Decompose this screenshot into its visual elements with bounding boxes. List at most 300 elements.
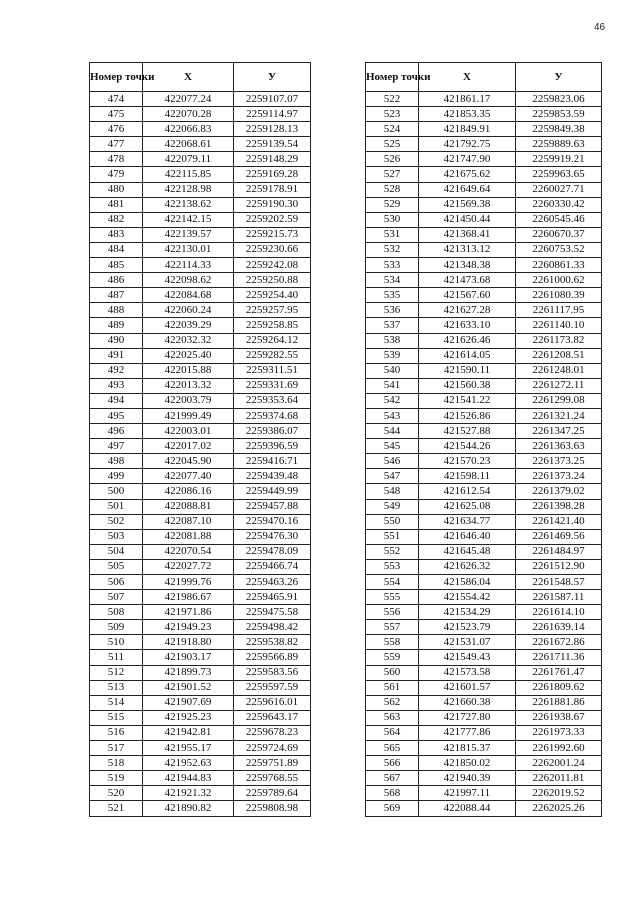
table-row (366, 182, 602, 197)
cell-x: 421531.07 (419, 635, 516, 650)
table-row (90, 786, 311, 801)
table-row (90, 725, 311, 740)
table-row (366, 710, 602, 725)
cell-y: 2259114.97 (234, 107, 311, 122)
coordinates-table-left (89, 62, 311, 817)
table-row (90, 408, 311, 423)
cell-point-number: 526 (366, 152, 419, 167)
cell-point-number: 523 (366, 107, 419, 122)
cell-point-number: 561 (366, 680, 419, 695)
cell-x: 421850.02 (419, 756, 516, 771)
cell-y: 2259465.91 (234, 590, 311, 605)
cell-y: 2262019.52 (516, 786, 602, 801)
cell-y: 2261992.60 (516, 741, 602, 756)
cell-point-number: 480 (90, 182, 143, 197)
cell-x: 421450.44 (419, 212, 516, 227)
cell-x: 421940.39 (419, 771, 516, 786)
cell-x: 421544.26 (419, 439, 516, 454)
table-row (90, 680, 311, 695)
cell-x: 421573.58 (419, 665, 516, 680)
cell-x: 422045.90 (143, 454, 234, 469)
table-row (90, 122, 311, 137)
cell-y: 2259808.98 (234, 801, 311, 816)
cell-y: 2260330.42 (516, 197, 602, 212)
table-row (90, 499, 311, 514)
cell-x: 422077.40 (143, 469, 234, 484)
cell-x: 421586.04 (419, 575, 516, 590)
cell-point-number: 488 (90, 303, 143, 318)
table-row (366, 801, 602, 816)
cell-point-number: 497 (90, 439, 143, 454)
cell-y: 2259250.88 (234, 273, 311, 288)
cell-y: 2262011.81 (516, 771, 602, 786)
cell-y: 2261639.14 (516, 620, 602, 635)
cell-x: 421999.49 (143, 408, 234, 423)
cell-point-number: 535 (366, 288, 419, 303)
cell-point-number: 545 (366, 439, 419, 454)
cell-point-number: 513 (90, 680, 143, 695)
cell-point-number: 541 (366, 378, 419, 393)
cell-x: 421747.90 (419, 152, 516, 167)
cell-y: 2259190.30 (234, 197, 311, 212)
cell-x: 421925.23 (143, 710, 234, 725)
cell-x: 422066.83 (143, 122, 234, 137)
cell-y: 2259311.51 (234, 363, 311, 378)
cell-y: 2261373.25 (516, 454, 602, 469)
cell-x: 421815.37 (419, 741, 516, 756)
cell-y: 2259823.06 (516, 92, 602, 107)
cell-point-number: 533 (366, 258, 419, 273)
cell-point-number: 546 (366, 454, 419, 469)
cell-point-number: 518 (90, 756, 143, 771)
cell-x: 422013.32 (143, 378, 234, 393)
table-row (366, 499, 602, 514)
cell-x: 422068.61 (143, 137, 234, 152)
cell-y: 2260753.52 (516, 242, 602, 257)
table-row (366, 348, 602, 363)
cell-point-number: 489 (90, 318, 143, 333)
table-row (90, 605, 311, 620)
table-row (366, 92, 602, 107)
table-row (366, 333, 602, 348)
cell-x: 422015.88 (143, 363, 234, 378)
table-row (366, 665, 602, 680)
table-row (366, 469, 602, 484)
cell-point-number: 524 (366, 122, 419, 137)
table-row (366, 258, 602, 273)
cell-point-number: 520 (90, 786, 143, 801)
cell-y: 2259768.55 (234, 771, 311, 786)
cell-point-number: 494 (90, 393, 143, 408)
cell-point-number: 543 (366, 408, 419, 423)
cell-point-number: 492 (90, 363, 143, 378)
table-row (90, 756, 311, 771)
table-row (90, 107, 311, 122)
cell-x: 421646.40 (419, 529, 516, 544)
cell-y: 2259215.73 (234, 227, 311, 242)
cell-y: 2260670.37 (516, 227, 602, 242)
cell-point-number: 548 (366, 484, 419, 499)
table-row (366, 529, 602, 544)
cell-point-number: 519 (90, 771, 143, 786)
table-row (366, 484, 602, 499)
table-row (90, 303, 311, 318)
cell-x: 422142.15 (143, 212, 234, 227)
cell-point-number: 553 (366, 559, 419, 574)
cell-point-number: 562 (366, 695, 419, 710)
cell-y: 2261140.10 (516, 318, 602, 333)
cell-x: 421899.73 (143, 665, 234, 680)
cell-y: 2262001.24 (516, 756, 602, 771)
table-row (366, 559, 602, 574)
cell-x: 421999.76 (143, 575, 234, 590)
cell-x: 421949.23 (143, 620, 234, 635)
table-row (90, 575, 311, 590)
cell-y: 2261299.08 (516, 393, 602, 408)
table-row (366, 363, 602, 378)
cell-point-number: 496 (90, 424, 143, 439)
cell-y: 2259242.08 (234, 258, 311, 273)
cell-point-number: 486 (90, 273, 143, 288)
cell-y: 2261272.11 (516, 378, 602, 393)
cell-point-number: 528 (366, 182, 419, 197)
table-row (90, 484, 311, 499)
cell-x: 422086.16 (143, 484, 234, 499)
cell-y: 2259466.74 (234, 559, 311, 574)
cell-y: 2259254.40 (234, 288, 311, 303)
cell-x: 421660.38 (419, 695, 516, 710)
header-x: X (419, 63, 516, 92)
cell-x: 421570.23 (419, 454, 516, 469)
cell-y: 2259107.07 (234, 92, 311, 107)
cell-x: 421627.28 (419, 303, 516, 318)
cell-y: 2259616.01 (234, 695, 311, 710)
table-row (90, 333, 311, 348)
cell-point-number: 522 (366, 92, 419, 107)
cell-x: 422139.57 (143, 227, 234, 242)
cell-x: 422138.62 (143, 197, 234, 212)
table-row (90, 242, 311, 257)
cell-y: 2261512.90 (516, 559, 602, 574)
cell-x: 421944.83 (143, 771, 234, 786)
table-row (366, 303, 602, 318)
cell-y: 2259849.38 (516, 122, 602, 137)
cell-point-number: 507 (90, 590, 143, 605)
cell-point-number: 484 (90, 242, 143, 257)
cell-y: 2259230.66 (234, 242, 311, 257)
table-body (366, 92, 602, 817)
cell-point-number: 566 (366, 756, 419, 771)
cell-x: 422032.32 (143, 333, 234, 348)
cell-y: 2261881.86 (516, 695, 602, 710)
cell-y: 2259583.56 (234, 665, 311, 680)
cell-x: 422114.33 (143, 258, 234, 273)
cell-point-number: 516 (90, 725, 143, 740)
cell-y: 2259789.64 (234, 786, 311, 801)
cell-point-number: 514 (90, 695, 143, 710)
cell-point-number: 481 (90, 197, 143, 212)
cell-x: 421541.22 (419, 393, 516, 408)
cell-x: 421645.48 (419, 544, 516, 559)
cell-point-number: 564 (366, 725, 419, 740)
cell-y: 2260027.71 (516, 182, 602, 197)
cell-x: 421612.54 (419, 484, 516, 499)
cell-x: 421614.05 (419, 348, 516, 363)
cell-point-number: 511 (90, 650, 143, 665)
cell-x: 421633.10 (419, 318, 516, 333)
table-row (90, 741, 311, 756)
cell-x: 422081.88 (143, 529, 234, 544)
cell-x: 422079.11 (143, 152, 234, 167)
cell-x: 421313.12 (419, 242, 516, 257)
cell-y: 2259463.26 (234, 575, 311, 590)
table-row (366, 575, 602, 590)
cell-y: 2259476.30 (234, 529, 311, 544)
cell-point-number: 508 (90, 605, 143, 620)
cell-x: 421560.38 (419, 378, 516, 393)
table-row (366, 212, 602, 227)
cell-y: 2261469.56 (516, 529, 602, 544)
cell-x: 421473.68 (419, 273, 516, 288)
table-row (90, 378, 311, 393)
table-row (90, 137, 311, 152)
cell-y: 2259889.63 (516, 137, 602, 152)
table-row (90, 620, 311, 635)
cell-y: 2259597.59 (234, 680, 311, 695)
table-row (366, 544, 602, 559)
cell-point-number: 491 (90, 348, 143, 363)
cell-point-number: 536 (366, 303, 419, 318)
cell-x: 421903.17 (143, 650, 234, 665)
cell-y: 2261484.97 (516, 544, 602, 559)
cell-point-number: 549 (366, 499, 419, 514)
cell-point-number: 568 (366, 786, 419, 801)
cell-point-number: 504 (90, 544, 143, 559)
cell-y: 2259538.82 (234, 635, 311, 650)
cell-y: 2259202.59 (234, 212, 311, 227)
table-row (90, 393, 311, 408)
cell-point-number: 477 (90, 137, 143, 152)
cell-y: 2261321.24 (516, 408, 602, 423)
cell-point-number: 478 (90, 152, 143, 167)
cell-point-number: 487 (90, 288, 143, 303)
cell-x: 421598.11 (419, 469, 516, 484)
cell-point-number: 552 (366, 544, 419, 559)
table-row (366, 786, 602, 801)
cell-x: 422070.54 (143, 544, 234, 559)
table-row (366, 514, 602, 529)
cell-x: 421526.86 (419, 408, 516, 423)
cell-point-number: 479 (90, 167, 143, 182)
cell-point-number: 515 (90, 710, 143, 725)
table-row (90, 439, 311, 454)
cell-x: 422003.01 (143, 424, 234, 439)
table-row (366, 650, 602, 665)
table-row (90, 348, 311, 363)
cell-point-number: 493 (90, 378, 143, 393)
table-row (90, 529, 311, 544)
cell-x: 421777.86 (419, 725, 516, 740)
cell-x: 422128.98 (143, 182, 234, 197)
cell-point-number: 498 (90, 454, 143, 469)
cell-point-number: 490 (90, 333, 143, 348)
page-number: 46 (594, 22, 606, 33)
table-row (366, 635, 602, 650)
table-row (90, 454, 311, 469)
cell-y: 2259139.54 (234, 137, 311, 152)
cell-x: 421952.63 (143, 756, 234, 771)
cell-y: 2259439.48 (234, 469, 311, 484)
cell-point-number: 501 (90, 499, 143, 514)
cell-x: 421918.80 (143, 635, 234, 650)
cell-x: 422088.81 (143, 499, 234, 514)
cell-x: 422025.40 (143, 348, 234, 363)
table-row (366, 197, 602, 212)
cell-y: 2259963.65 (516, 167, 602, 182)
table-row (366, 680, 602, 695)
cell-x: 421727.80 (419, 710, 516, 725)
table-row (366, 378, 602, 393)
cell-x: 422039.29 (143, 318, 234, 333)
cell-y: 2259457.88 (234, 499, 311, 514)
table-row (366, 227, 602, 242)
table-row (366, 424, 602, 439)
cell-x: 422027.72 (143, 559, 234, 574)
table-row (366, 122, 602, 137)
cell-y: 2261761.47 (516, 665, 602, 680)
table-row (366, 605, 602, 620)
table-row (90, 152, 311, 167)
table-row (90, 771, 311, 786)
table-row (366, 242, 602, 257)
table-row (90, 424, 311, 439)
cell-point-number: 525 (366, 137, 419, 152)
cell-point-number: 495 (90, 408, 143, 423)
table-row (366, 318, 602, 333)
cell-x: 421997.11 (419, 786, 516, 801)
table-row (366, 741, 602, 756)
cell-point-number: 556 (366, 605, 419, 620)
cell-point-number: 527 (366, 167, 419, 182)
cell-point-number: 565 (366, 741, 419, 756)
cell-point-number: 510 (90, 635, 143, 650)
cell-y: 2259751.89 (234, 756, 311, 771)
cell-y: 2259374.68 (234, 408, 311, 423)
cell-x: 421554.42 (419, 590, 516, 605)
table-row (90, 167, 311, 182)
cell-x: 421907.69 (143, 695, 234, 710)
cell-x: 421590.11 (419, 363, 516, 378)
cell-x: 421626.32 (419, 559, 516, 574)
cell-point-number: 482 (90, 212, 143, 227)
cell-y: 2259128.13 (234, 122, 311, 137)
cell-y: 2261398.28 (516, 499, 602, 514)
cell-point-number: 503 (90, 529, 143, 544)
cell-y: 2259643.17 (234, 710, 311, 725)
table-row (366, 771, 602, 786)
cell-y: 2260545.46 (516, 212, 602, 227)
cell-y: 2261809.62 (516, 680, 602, 695)
cell-x: 421527.88 (419, 424, 516, 439)
table-row (366, 137, 602, 152)
table-row (90, 197, 311, 212)
cell-y: 2261208.51 (516, 348, 602, 363)
cell-point-number: 538 (366, 333, 419, 348)
cell-y: 2259282.55 (234, 348, 311, 363)
table-row (90, 258, 311, 273)
table-header-row (90, 63, 311, 92)
cell-y: 2261173.82 (516, 333, 602, 348)
cell-x: 421901.52 (143, 680, 234, 695)
cell-y: 2259148.29 (234, 152, 311, 167)
cell-y: 2259353.64 (234, 393, 311, 408)
cell-point-number: 474 (90, 92, 143, 107)
cell-y: 2261938.67 (516, 710, 602, 725)
cell-y: 2259478.09 (234, 544, 311, 559)
cell-point-number: 485 (90, 258, 143, 273)
table-row (90, 590, 311, 605)
table-header-row (366, 63, 602, 92)
table-row (366, 273, 602, 288)
cell-y: 2261248.01 (516, 363, 602, 378)
table-row (366, 288, 602, 303)
cell-x: 422130.01 (143, 242, 234, 257)
cell-x: 421549.43 (419, 650, 516, 665)
table-body (90, 92, 311, 817)
table-row (90, 710, 311, 725)
cell-x: 421534.29 (419, 605, 516, 620)
cell-y: 2259258.85 (234, 318, 311, 333)
cell-point-number: 476 (90, 122, 143, 137)
cell-y: 2261080.39 (516, 288, 602, 303)
cell-point-number: 544 (366, 424, 419, 439)
cell-point-number: 506 (90, 575, 143, 590)
cell-x: 421942.81 (143, 725, 234, 740)
cell-x: 421675.62 (419, 167, 516, 182)
cell-point-number: 540 (366, 363, 419, 378)
cell-x: 422084.68 (143, 288, 234, 303)
cell-x: 422077.24 (143, 92, 234, 107)
cell-y: 2261347.25 (516, 424, 602, 439)
cell-point-number: 521 (90, 801, 143, 816)
cell-x: 421853.35 (419, 107, 516, 122)
table-row (366, 620, 602, 635)
cell-point-number: 512 (90, 665, 143, 680)
cell-y: 2259264.12 (234, 333, 311, 348)
table-row (90, 92, 311, 107)
cell-x: 422060.24 (143, 303, 234, 318)
cell-x: 421567.60 (419, 288, 516, 303)
cell-x: 421792.75 (419, 137, 516, 152)
table-row (366, 152, 602, 167)
cell-x: 421634.77 (419, 514, 516, 529)
table-row (366, 590, 602, 605)
cell-point-number: 542 (366, 393, 419, 408)
cell-y: 2259566.89 (234, 650, 311, 665)
cell-x: 422070.28 (143, 107, 234, 122)
cell-y: 2261421.40 (516, 514, 602, 529)
cell-y: 2262025.26 (516, 801, 602, 816)
cell-y: 2259919.21 (516, 152, 602, 167)
cell-point-number: 502 (90, 514, 143, 529)
cell-y: 2260861.33 (516, 258, 602, 273)
cell-y: 2261373.24 (516, 469, 602, 484)
cell-y: 2261548.57 (516, 575, 602, 590)
cell-point-number: 529 (366, 197, 419, 212)
cell-x: 421649.64 (419, 182, 516, 197)
table-row (90, 182, 311, 197)
cell-point-number: 539 (366, 348, 419, 363)
